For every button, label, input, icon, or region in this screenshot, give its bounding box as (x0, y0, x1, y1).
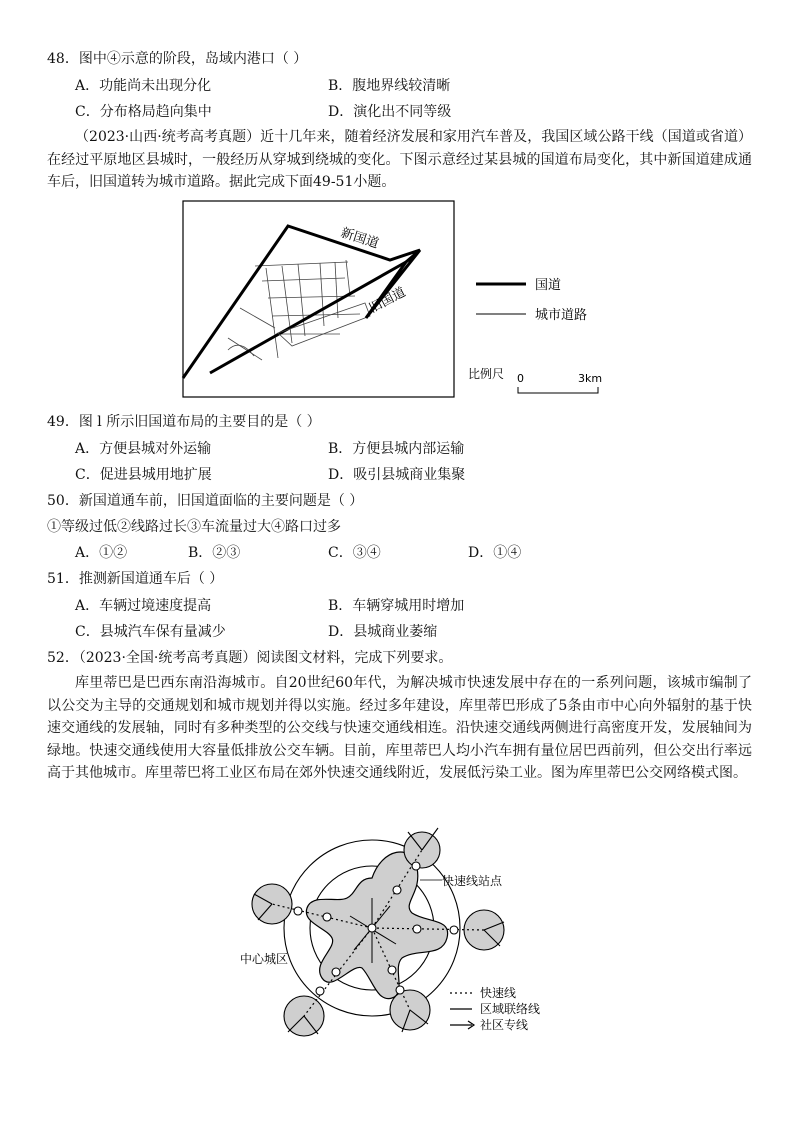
q51-option-a: A．车辆过境速度提高 (75, 598, 212, 614)
q50-statements: ①等级过低②线路过长③车流量过大④路口过多 (47, 519, 341, 535)
station-label: 快速线站点 (442, 874, 503, 888)
scale-label: 比例尺 (468, 367, 505, 381)
q49-option-b: B．方便县城内部运输 (328, 441, 465, 457)
q51-option-b: B．车辆穿城用时增加 (328, 598, 465, 614)
q50-option-c: C．③④ (328, 545, 381, 561)
q48-option-d: D．演化出不同等级 (328, 104, 452, 120)
scale-max: 3km (578, 372, 603, 385)
legend-express-label: 快速线 (480, 986, 517, 1000)
q50-stem: 50．新国道通车前，旧国道面临的主要问题是（ ） (47, 493, 364, 509)
q48-stem: 48．图中④示意的阶段，岛域内港口（ ） (47, 51, 308, 67)
q49-option-c: C．促进县城用地扩展 (75, 467, 212, 483)
legend-city-road-label: 城市道路 (535, 308, 588, 323)
q48-option-a: A．功能尚未出现分化 (75, 78, 212, 94)
q50-option-b: B．②③ (188, 545, 241, 561)
central-city-area (306, 852, 447, 999)
q48-option-b: B．腹地界线较清晰 (328, 78, 451, 94)
legend-regional-label: 区域联络线 (480, 1002, 541, 1016)
q52-material: 库里蒂巴是巴西东南沿海城市。自20世纪60年代，为解决城市快速发展中存在的一系列问题，该城市编制了以公交为主导的交通规划和城市规划并得以实施。经过多年建设，库里蒂巴形成了5条由市中心向外辐射的基于快速交通线的发展轴，同时有多种类型的公交线与快速交通线相连。沿快速交通线两侧进行高密度开发，发展轴间为绿地。快速交通线使用大容量低排放公交车辆。目前，库里蒂巴人均小汽车拥有量位居巴西前列，但公交出行率远高于其他城市。库里蒂巴将工业区布局在郊外快速交通线附近，发展低污染工业。图为库里蒂巴公交网络模式图。 (47, 675, 752, 781)
legend-national-road-label: 国道 (535, 278, 562, 293)
new-road-label: 新国道 (338, 225, 381, 252)
q49-option-d: D．吸引县城商业集聚 (328, 467, 466, 483)
scale-bar (518, 387, 598, 393)
center-label: 中心城区 (240, 952, 289, 966)
q51-stem: 51．推测新国道通车后（ ） (47, 571, 224, 587)
q51-option-c: C．县城汽车保有量减少 (75, 624, 226, 640)
q48-option-c: C．分布格局趋向集中 (75, 104, 212, 120)
scale-zero: 0 (517, 372, 524, 385)
legend-community-label: 社区专线 (480, 1018, 529, 1032)
transit-network-diagram (232, 818, 572, 1058)
q49-stem: 49．图 l 所示旧国道布局的主要目的是（ ） (47, 414, 321, 430)
q52-stem: 52．（2023·全国·统考高考真题）阅读图文材料，完成下列要求。 (47, 650, 453, 666)
q50-option-d: D．①④ (468, 545, 522, 561)
intro-49-51: （2023·山西·统考高考真题）近十几年来，随着经济发展和家用汽车普及，我国区域公路干线（国道或省道）在经过平原地区县城时，一般经历从穿城到绕城的变化。下图示意经过某县城的国道布局变化，其中新国道建成通车后，旧国道转为城市道路。据此完成下面49-51小题。 (47, 129, 752, 190)
old-road-label: 旧国道 (366, 284, 409, 317)
q50-option-a: A．①② (75, 545, 128, 561)
county-road-map (180, 198, 610, 398)
q51-option-d: D．县城商业萎缩 (328, 624, 438, 640)
q49-option-a: A．方便县城对外运输 (75, 441, 212, 457)
map-frame (183, 201, 454, 397)
